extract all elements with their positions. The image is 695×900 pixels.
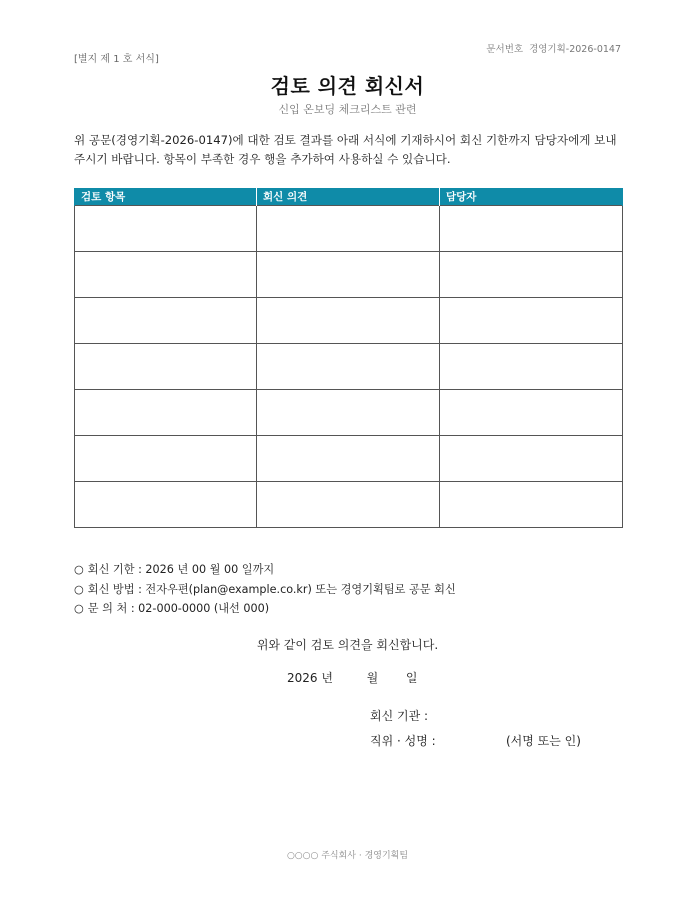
date-year: 2026 년 — [287, 671, 333, 685]
document-number-value: 경영기획-2026-0147 — [529, 44, 621, 55]
table-row — [75, 298, 623, 344]
date-line — [287, 669, 417, 686]
table-cell[interactable] — [257, 252, 440, 298]
info-item-method — [74, 580, 456, 600]
reply-organization-label: 회신 기관 : — [370, 709, 429, 723]
signature-note: (서명 또는 인) — [506, 734, 581, 748]
table-cell[interactable] — [75, 344, 257, 390]
info-item-contact — [74, 599, 456, 619]
circle-bullet-icon: ○ — [74, 602, 84, 615]
position-name-label: 직위 · 성명 : — [370, 734, 436, 748]
column-header-review-item: 검토 항목 — [75, 188, 257, 206]
table-cell[interactable] — [257, 482, 440, 528]
closing-statement: 위와 같이 검토 의견을 회신합니다. — [256, 638, 439, 652]
table-cell[interactable] — [440, 252, 623, 298]
table-cell[interactable] — [75, 252, 257, 298]
table-row — [75, 206, 623, 252]
signature-block — [370, 704, 581, 754]
table-cell[interactable] — [440, 482, 623, 528]
info-text: 회신 기한 : 2026 년 00 월 00 일까지 — [87, 563, 275, 576]
info-item-deadline — [74, 560, 456, 580]
table-cell[interactable] — [440, 436, 623, 482]
info-text: 회신 방법 : 전자우편(plan@example.co.kr) 또는 경영기획팀로 공문 회신 — [87, 582, 456, 596]
table-cell[interactable] — [75, 482, 257, 528]
circle-bullet-icon: ○ — [74, 582, 84, 596]
table-cell[interactable] — [257, 436, 440, 482]
table-cell[interactable] — [75, 206, 257, 252]
page-title: 검토 의견 회신서 — [270, 74, 425, 98]
document-number — [486, 41, 621, 55]
page-subtitle: 신입 온보딩 체크리스트 관련 — [278, 103, 417, 116]
position-name-row — [370, 729, 581, 754]
table-cell[interactable] — [257, 206, 440, 252]
table-cell[interactable] — [75, 436, 257, 482]
table-header-row — [75, 188, 623, 206]
table-row — [75, 344, 623, 390]
reply-organization-row — [370, 704, 436, 729]
column-header-assignee: 담당자 — [440, 188, 623, 206]
table-row — [75, 252, 623, 298]
table-cell[interactable] — [75, 298, 257, 344]
table-cell[interactable] — [440, 344, 623, 390]
table-cell[interactable] — [257, 390, 440, 436]
table-cell[interactable] — [440, 390, 623, 436]
review-table — [74, 188, 623, 528]
intro-paragraph — [74, 131, 624, 169]
table-cell[interactable] — [257, 298, 440, 344]
intro-line: 위 공문(경영기획-2026-0147)에 대한 검토 결과를 아래 서식에 기재하시어 회신 기한까지 담당자에게 보내 — [74, 133, 617, 147]
date-month: 월 — [366, 671, 379, 685]
intro-line: 주시기 바랍니다. 항목이 부족한 경우 행을 추가하여 사용하실 수 있습니다. — [74, 152, 451, 166]
circle-bullet-icon: ○ — [74, 563, 84, 576]
reply-info-list — [74, 560, 456, 619]
info-text: 문 의 처 : 02-000-0000 (내선 000) — [87, 602, 270, 615]
column-header-reply-opinion: 회신 의견 — [257, 188, 440, 206]
form-number: [별지 제 1 호 서식] — [74, 54, 159, 65]
table-cell[interactable] — [257, 344, 440, 390]
table-row — [75, 482, 623, 528]
table-cell[interactable] — [440, 298, 623, 344]
table-cell[interactable] — [75, 390, 257, 436]
footer: ○○○○ 주식회사 · 경영기획팀 — [286, 851, 409, 861]
date-day: 일 — [405, 671, 418, 685]
table-cell[interactable] — [440, 206, 623, 252]
table-row — [75, 436, 623, 482]
table-row — [75, 390, 623, 436]
document-number-label: 문서번호 — [486, 44, 524, 55]
